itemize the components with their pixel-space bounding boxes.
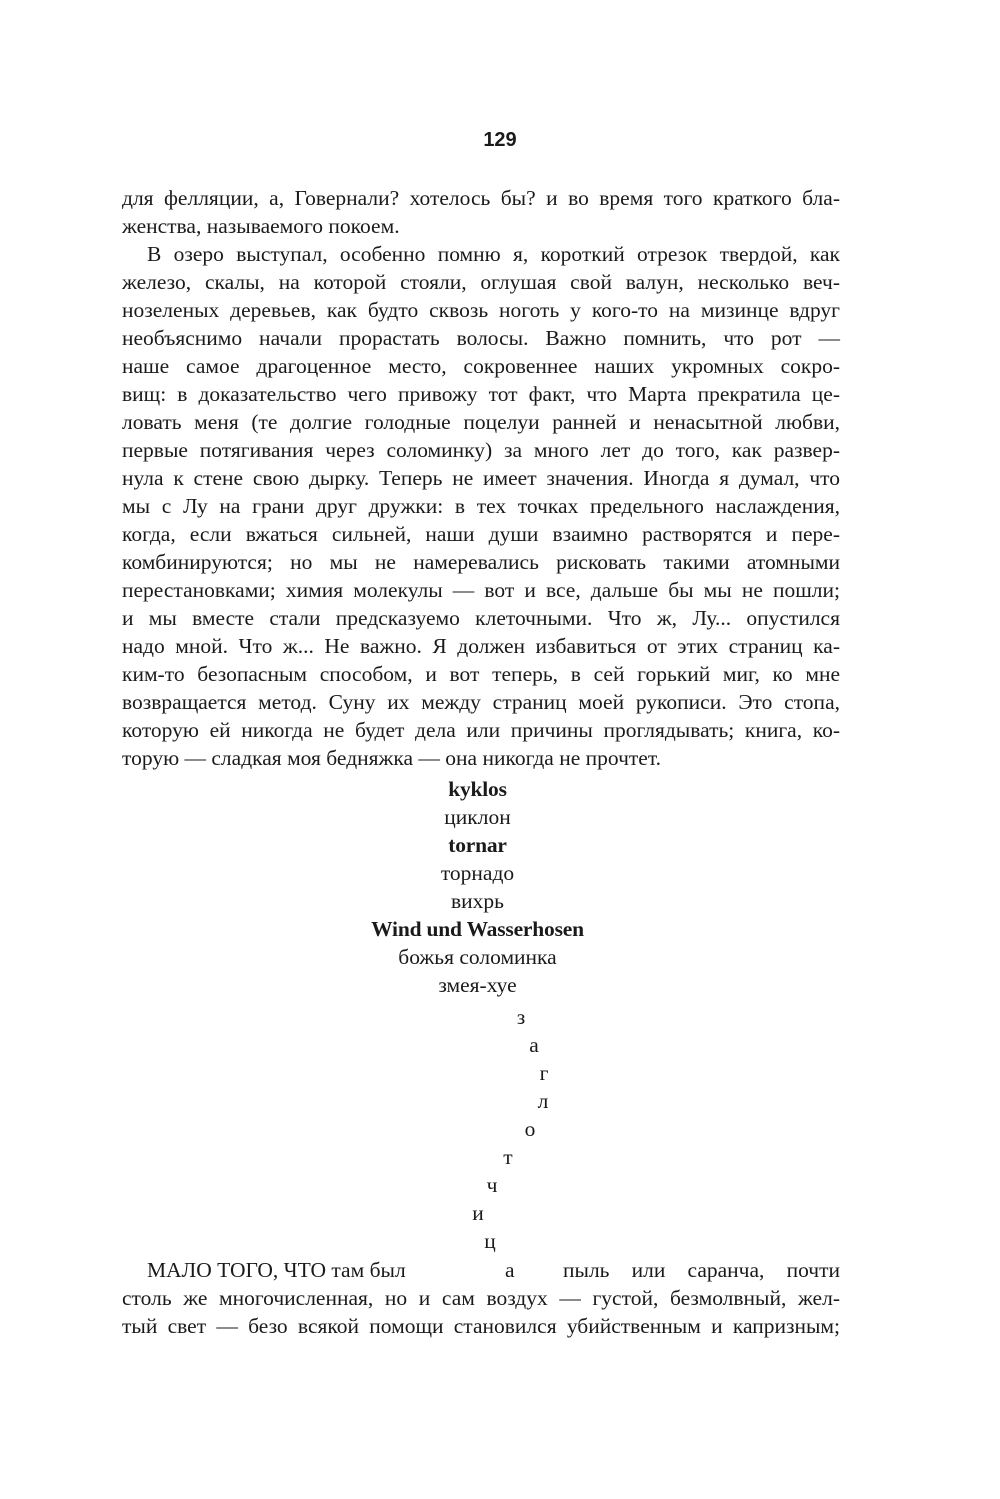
text-line: нула к стене свою дырку. Теперь не имеет значения. Иногда я думал, что xyxy=(122,466,840,490)
text-line: для фелляции, а, Говернали? хотелось бы? и во время того краткого бла- xyxy=(122,186,840,210)
text-line: необъяснимо начали прорастать волосы. Важно помнить, что рот — xyxy=(122,326,840,350)
text-line: железо, скалы, на которой стояли, оглушая свой валун, несколько веч- xyxy=(122,270,840,294)
vortex-word: божья соломинка xyxy=(398,945,557,969)
vortex-letter: а xyxy=(529,1033,539,1057)
text-line: перестановками; химия молекулы — вот и все, дальше бы мы не пошли; xyxy=(122,578,840,602)
page-number: 129 xyxy=(483,129,517,151)
vortex-word: kyklos xyxy=(448,777,507,801)
text-line: возвращается метод. Суну их между страниц моей рукописи. Это стопа, xyxy=(122,690,840,714)
vortex-word: tornar xyxy=(448,833,507,857)
text-line: вищ: в доказательство чего привожу тот факт, что Марта прекратила це- xyxy=(122,382,840,406)
text-line: которую ей никогда не будет дела или причины проглядывать; книга, ко- xyxy=(122,718,840,742)
vortex-letter: з xyxy=(516,1005,526,1029)
text-line: и мы вместе стали предсказуемо клеточными. Что ж, Лу... опустился xyxy=(122,606,840,630)
text-line: первые потягивания через соломинку) за много лет до того, как развер- xyxy=(122,438,840,462)
vortex-word: змея-хуе xyxy=(438,973,517,997)
text-line: тый свет — безо всякой помощи становился убийственным и капризным; xyxy=(122,1314,840,1338)
vortex-word: циклон xyxy=(444,805,511,829)
text-line: мы с Лу на грани друг дружки: в тех точках предельного наслаждения, xyxy=(122,494,840,518)
vortex-letter: г xyxy=(539,1061,549,1085)
text-line: столь же многочисленная, но и сам воздух — густой, безмолвный, жел- xyxy=(122,1286,840,1310)
vortex-letter: ц xyxy=(484,1229,496,1253)
text-line-end: пыль или саранча, почти xyxy=(563,1258,840,1282)
vortex-letter: о xyxy=(524,1117,536,1141)
text-line: В озеро выступал, особенно помню я, короткий отрезок твердой, как xyxy=(147,242,840,266)
vortex-word: торнадо xyxy=(440,861,515,885)
text-line: ким-то безопасным способом, и вот теперь, в сей горький миг, ко мне xyxy=(122,662,840,686)
text-line: женства, называемого покоем. xyxy=(122,214,400,238)
vortex-letter: т xyxy=(503,1145,513,1169)
text-line: надо мной. Что ж... Не важно. Я должен избавиться от этих страниц ка- xyxy=(122,634,840,658)
vortex-letter: ч xyxy=(486,1173,498,1197)
vortex-word: вихрь xyxy=(451,889,504,913)
text-line: наше самое драгоценное место, сокровеннее наших укромных сокро- xyxy=(122,354,840,378)
text-line-start: МАЛО ТОГО, ЧТО там был xyxy=(147,1258,406,1282)
gap-letter: а xyxy=(505,1258,515,1282)
vortex-letter: л xyxy=(537,1089,549,1113)
vortex-letter: и xyxy=(472,1201,484,1225)
vortex-word: Wind und Wasserhosen xyxy=(371,917,584,941)
text-line: когда, если вжаться сильней, наши души взаимно растворятся и пере- xyxy=(122,522,840,546)
text-line: нозеленых деревьев, как будто сквозь ноготь у кого-то на мизинце вдруг xyxy=(122,298,840,322)
text-line: комбинируются; но мы не намеревались рисковать такими атомными xyxy=(122,550,840,574)
text-line: торую — сладкая моя бедняжка — она никогда не прочтет. xyxy=(122,746,661,770)
text-line: ловать меня (те долгие голодные поцелуи ранней и ненасытной любви, xyxy=(122,410,840,434)
